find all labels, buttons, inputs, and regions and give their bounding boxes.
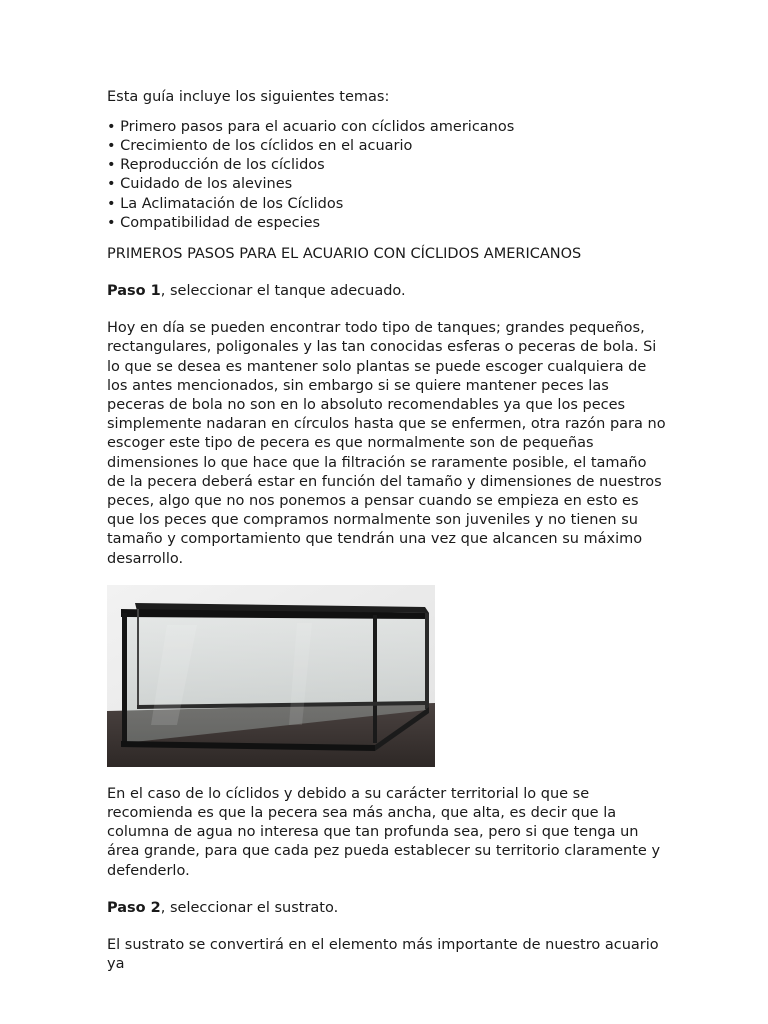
list-item: • Compatibilidad de especies bbox=[107, 214, 321, 231]
step-1 bbox=[107, 282, 667, 301]
list-item: • Reproducción de los cíclidos bbox=[107, 157, 325, 174]
topics-list bbox=[107, 118, 667, 233]
paragraph-3: El sustrato se convertirá en el elemento más importante de nuestro acuario ya bbox=[107, 937, 659, 973]
intro-text: Esta guía incluye los siguientes temas: bbox=[107, 89, 390, 105]
paragraph-1: Hoy en día se pueden encontrar todo tipo de tanques; grandes pequeños, rectangulares, poligonales y las tan conocidas esferas o peceras de bola. Si lo que se desea es mantener solo plantas se puede escoger cualquiera de los antes mencionados, sin embargo si se quiere mantener peces las peceras de bola no son en lo absoluto recomendables ya que los peces simplemente nadaran en círculos hasta que se enfermen, otra razón para no escoger este tipo de pecera es que normalmente son de pequeñas dimensiones lo que hace que la filtración se raramente posible, el tamaño de la pecera deberá estar en función del tamaño y dimensiones de nuestros peces, algo que no nos ponemos a pensar cuando se empieza en esto es que los peces que compramos normalmente son juveniles y no tienen su tamaño y comportamiento que tendrán una vez que alcancen su máximo desarrollo. bbox=[107, 320, 666, 567]
paragraph-2: En el caso de lo cíclidos y debido a su carácter territorial lo que se recomienda es que la pecera sea más ancha, que alta, es decir que la columna de agua no interesa que tan profunda sea, pero si que tenga un área grande, para que cada pez pueda establecer su territorio claramente y defenderlo. bbox=[107, 785, 661, 879]
section-heading: PRIMEROS PASOS PARA EL ACUARIO CON CÍCLIDOS AMERICANOS bbox=[107, 245, 582, 262]
aquarium-tank-image bbox=[107, 585, 435, 767]
step-2 bbox=[107, 899, 667, 918]
step-2-label: Paso 2 bbox=[107, 899, 161, 916]
list-item: • Primero pasos para el acuario con cíclidos americanos bbox=[107, 119, 515, 136]
step-2-text: , seleccionar el sustrato. bbox=[160, 899, 339, 916]
step-1-text: , seleccionar el tanque adecuado. bbox=[160, 282, 406, 299]
step-1-label: Paso 1 bbox=[107, 282, 161, 299]
document-page bbox=[107, 88, 667, 974]
list-item: • Crecimiento de los cíclidos en el acuario bbox=[107, 138, 413, 155]
list-item: • Cuidado de los alevines bbox=[107, 176, 293, 193]
list-item: • La Aclimatación de los Cíclidos bbox=[107, 195, 344, 212]
